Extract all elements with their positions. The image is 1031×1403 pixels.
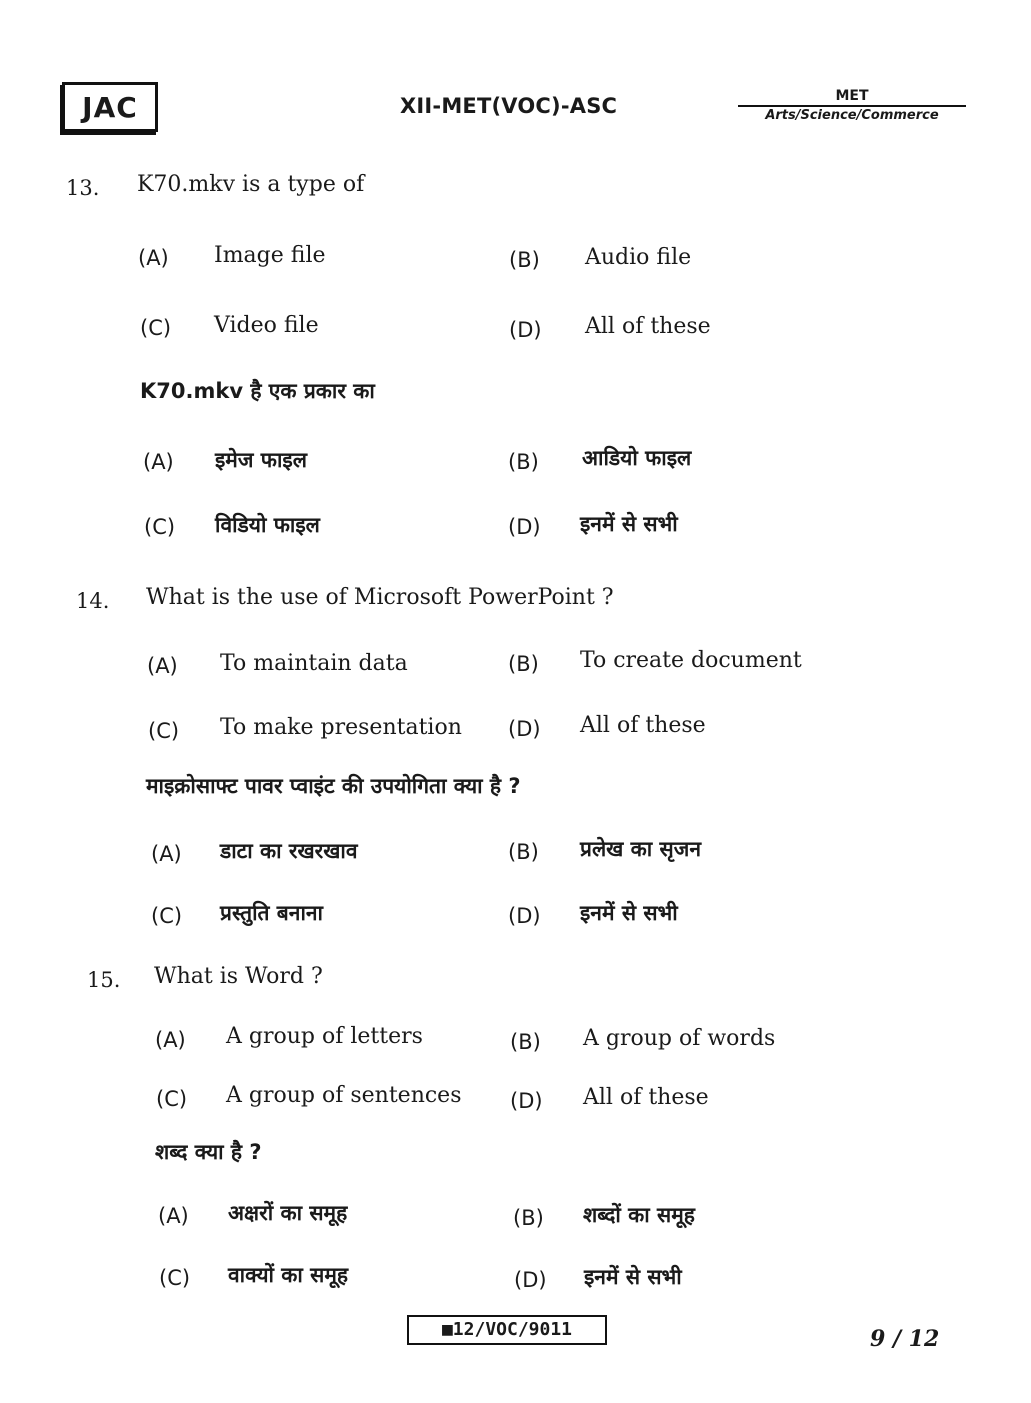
option-label: (B) <box>508 652 539 676</box>
option-label: (B) <box>508 840 539 864</box>
stream-subject: MET <box>738 88 966 107</box>
question-number: 15. <box>87 968 121 992</box>
option-text: Image file <box>214 243 326 268</box>
option-text: Audio file <box>585 245 692 270</box>
question-text-hindi: शब्द क्या है ? <box>155 1140 262 1164</box>
option-label: (B) <box>509 248 540 272</box>
option-label: (D) <box>509 318 542 342</box>
option-text: All of these <box>585 314 711 339</box>
option-label: (C) <box>151 904 183 928</box>
question-text-hindi: माइक्रोसाफ्ट पावर प्वाइंट की उपयोगिता क्या है ? <box>146 774 521 798</box>
stream-label <box>738 88 966 125</box>
option-label: (A) <box>155 1028 186 1052</box>
option-text-hindi: इनमें से सभी <box>584 1265 682 1289</box>
question-text: What is the use of Microsoft PowerPoint ? <box>146 585 614 610</box>
option-label: (A) <box>143 450 174 474</box>
question-text: What is Word ? <box>154 964 323 989</box>
option-text-hindi: इनमें से सभी <box>580 901 678 925</box>
option-text: A group of letters <box>226 1024 423 1049</box>
stream-streams: Arts/Science/Commerce <box>765 108 939 123</box>
option-label: (A) <box>147 654 178 678</box>
question-number: 14. <box>76 589 110 613</box>
option-text-hindi: इमेज फाइल <box>215 448 307 472</box>
option-label: (A) <box>151 842 182 866</box>
option-label: (B) <box>508 450 539 474</box>
option-label: (A) <box>138 246 169 270</box>
option-text-hindi: प्रस्तुति बनाना <box>220 901 323 925</box>
option-label: (D) <box>510 1089 543 1113</box>
question-text-hindi: K70.mkv है एक प्रकार का <box>140 379 375 403</box>
option-text: To make presentation <box>220 715 462 740</box>
option-text: A group of sentences <box>226 1083 462 1108</box>
option-text-hindi: प्रलेख का सृजन <box>580 837 701 861</box>
option-text: A group of words <box>583 1026 776 1051</box>
option-text-hindi: वाक्यों का समूह <box>228 1263 349 1287</box>
paper-code: XII-MET(VOC)-ASC <box>400 94 618 118</box>
jac-logo: JAC <box>62 82 158 132</box>
option-label: (B) <box>513 1206 544 1230</box>
option-text: Video file <box>214 313 319 338</box>
option-text-hindi: अक्षरों का समूह <box>228 1201 348 1225</box>
option-label: (D) <box>508 717 541 741</box>
option-label: (D) <box>508 904 541 928</box>
option-text-hindi: डाटा का रखरखाव <box>220 839 358 863</box>
option-label: (D) <box>508 515 541 539</box>
question-text: K70.mkv is a type of <box>137 172 365 197</box>
option-text: All of these <box>583 1085 709 1110</box>
option-label: (C) <box>144 515 176 539</box>
option-label: (C) <box>148 719 180 743</box>
option-text-hindi: शब्दों का समूह <box>583 1203 695 1227</box>
option-text: To create document <box>580 648 802 673</box>
booklet-code: ■12/VOC/9011 <box>407 1315 607 1345</box>
option-label: (C) <box>156 1087 188 1111</box>
option-text: To maintain data <box>220 651 408 676</box>
option-label: (C) <box>159 1266 191 1290</box>
option-text-hindi: इनमें से सभी <box>580 512 678 536</box>
option-text-hindi: आडियो फाइल <box>582 446 692 470</box>
option-label: (A) <box>158 1204 189 1228</box>
option-label: (B) <box>510 1030 541 1054</box>
option-text: All of these <box>580 713 706 738</box>
option-label: (D) <box>514 1268 547 1292</box>
option-label: (C) <box>140 316 172 340</box>
page-number: 9 / 12 <box>870 1326 940 1352</box>
question-number: 13. <box>66 176 100 200</box>
option-text-hindi: विडियो फाइल <box>215 513 320 537</box>
